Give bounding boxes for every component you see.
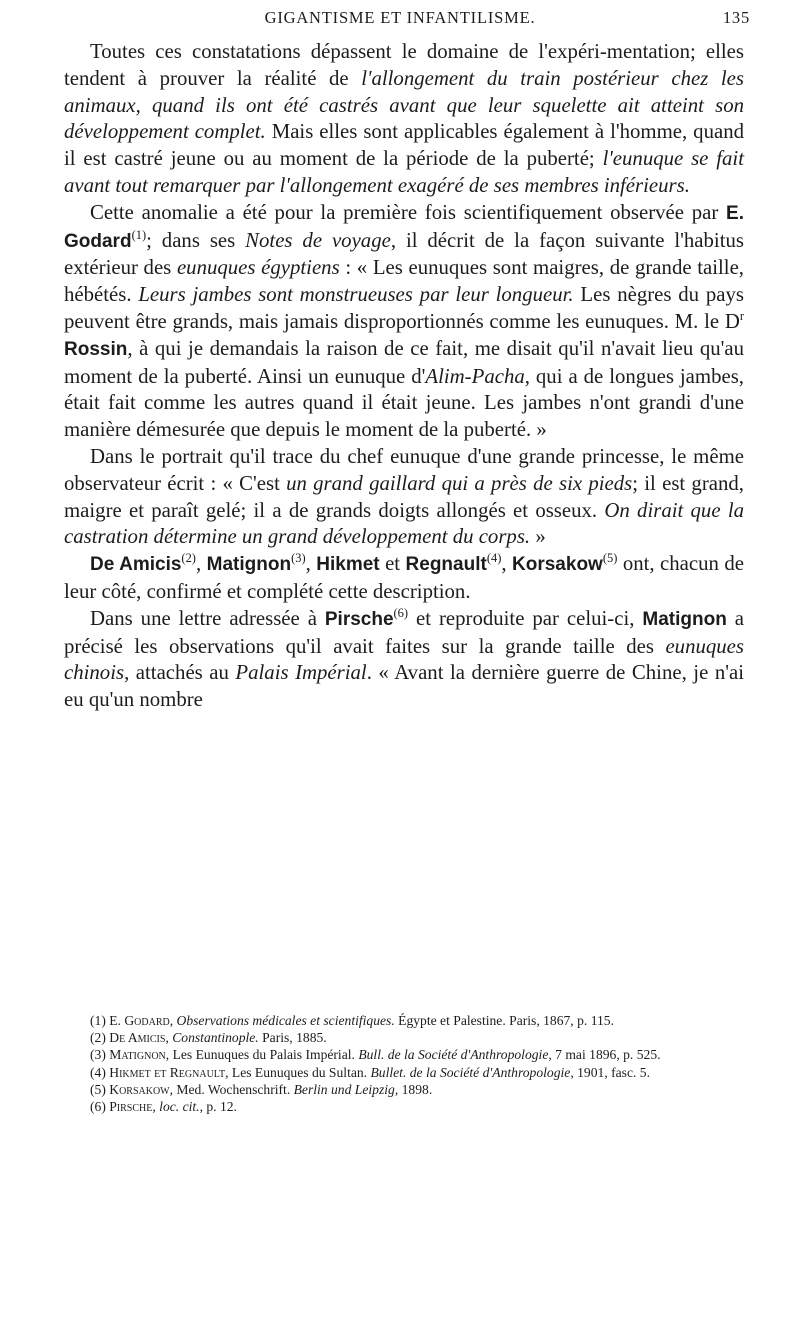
author-name: Pirsche <box>109 1099 153 1115</box>
text-run: 7 mai 1896, p. 525. <box>551 1047 661 1063</box>
text-run: , à qui je demandais la raison de ce fait, me disait qu'il n'avait lieu qu'au moment de la puberté. Ainsi un eunuque d' <box>64 336 744 388</box>
text-run: , <box>152 1099 160 1115</box>
proper-name: Matignon <box>642 608 727 630</box>
footnote <box>64 1029 744 1046</box>
paragraph <box>64 444 744 551</box>
proper-name: Hikmet <box>316 554 380 576</box>
proper-name: E. Godard <box>64 202 744 252</box>
text-run: 1901, fasc. 5. <box>573 1064 650 1080</box>
italic-run: l'allongement du train postérieur chez les animaux, quand ils ont été castrés avant que leur squelette ait atteint son développement complet. <box>64 66 744 144</box>
text-run: (5) <box>90 1081 110 1097</box>
footnote <box>64 1064 744 1081</box>
footnotes <box>64 1012 744 1115</box>
running-title: GIGANTISME ET INFANTILISME. <box>264 8 536 27</box>
text-run: Cette anomalie a été pour la première fois scientifiquement observée par <box>90 200 727 224</box>
text-run: , il décrit de la façon suivante l'habitus extérieur des <box>64 228 744 280</box>
footnote <box>64 1012 744 1029</box>
author-name: Korsakow <box>109 1081 170 1097</box>
italic-run: Leurs jambes sont monstrueuses par leur longueur. <box>138 283 574 307</box>
page-header <box>0 8 800 32</box>
proper-name: Korsakow <box>512 554 603 576</box>
text-run: , Les Eunuques du Palais Impérial. <box>165 1047 359 1063</box>
proper-name: Rossin <box>64 338 128 360</box>
text-run: Dans une lettre adressée à <box>90 606 325 630</box>
text-run: Mais elles sont applicables également à l'homme, quand il est castré jeune ou au moment de la période de la puberté; <box>64 120 745 171</box>
footnote-ref: (5) <box>602 551 618 566</box>
paragraph <box>64 606 744 714</box>
text-run: , p. 12. <box>199 1099 237 1115</box>
proper-name: Pirsche <box>324 608 394 630</box>
footnote-ref: (6) <box>393 605 409 620</box>
footnote-ref: (4) <box>486 551 502 566</box>
text-run: et reproduite par celui-ci, <box>408 606 643 630</box>
italic-run: Palais Impérial <box>235 661 367 685</box>
italic-run: On dirait que la castration détermine un grand développement du corps. <box>64 498 744 549</box>
text-run: » <box>530 525 546 549</box>
text-run: 1898. <box>398 1081 433 1097</box>
footnote <box>64 1081 744 1098</box>
footnote-ref: r <box>739 309 744 324</box>
text-run: . « Avant la dernière guerre de Chine, je n'ai eu qu'un nombre <box>64 661 744 712</box>
italic-run: Observations médicales et scientifiques. <box>176 1013 395 1028</box>
text-run: , qui a de longues jambes, était fait comme les autres quand il était jeune. Les jambes n'ont grandi d'une manière démesurée que depuis le moment de la puberté. » <box>64 364 744 442</box>
text-run: , <box>165 1030 173 1046</box>
proper-name: Regnault <box>405 554 487 576</box>
text-run: Les nègres du pays peuvent être grands, mais jamais disproportionnés comme les eunuques. M. le D <box>64 283 744 333</box>
footnote-ref: (3) <box>291 551 306 566</box>
text-run: , Med. Wochenschrift. <box>169 1081 294 1097</box>
text-run: (4) <box>90 1064 110 1080</box>
text-run: , attachés au <box>124 661 236 685</box>
italic-run: Bullet. de la Société d'Anthropologie, <box>370 1064 574 1080</box>
text-run: : « Les eunuques sont maigres, de grande taille, hébétés. <box>64 256 744 307</box>
footnote <box>64 1046 744 1063</box>
text-run: Égypte et Palestine. Paris, 1867, p. 115. <box>394 1013 614 1028</box>
italic-run: Berlin und Leipzig, <box>293 1081 399 1097</box>
italic-run: Notes de voyage <box>245 228 391 252</box>
text-run: (6) <box>90 1099 110 1115</box>
text-run: ont, chacun de leur côté, confirmé et complété cette description. <box>64 552 745 603</box>
text-run: Toutes ces constatations dépassent le domaine de l'expéri-mentation; elles tendent à prouver la réalité de <box>64 40 744 90</box>
footnote <box>64 1098 744 1115</box>
italic-run: Constantinople. <box>172 1030 259 1046</box>
text-run: (2) <box>90 1030 110 1046</box>
italic-run: l'eunuque se fait avant tout remarquer par l'allongement exagéré de ses membres inférieurs. <box>64 147 744 197</box>
paragraph <box>64 551 744 606</box>
footnote-ref: (1) <box>131 227 147 242</box>
italic-run: eunuques égyptiens <box>176 256 340 280</box>
italic-run: eunuques chinois <box>64 634 744 685</box>
body-text <box>64 39 744 714</box>
proper-name: De Amicis <box>90 554 182 576</box>
author-name: Hikmet et Regnault <box>109 1064 226 1080</box>
author-name: E. Godard <box>109 1013 170 1028</box>
text-run: , <box>305 552 317 576</box>
text-run: ; dans ses <box>146 228 246 252</box>
italic-run: Bull. de la Société d'Anthropologie, <box>358 1047 552 1063</box>
text-run: , Les Eunuques du Sultan. <box>225 1064 371 1080</box>
text-run: Paris, 1885. <box>258 1030 327 1046</box>
paragraph <box>64 200 744 444</box>
text-run: (3) <box>90 1047 110 1063</box>
text-run: Dans le portrait qu'il trace du chef eunuque d'une grande princesse, le même observateur écrit : « C'est <box>64 444 744 495</box>
italic-run: un grand gaillard qui a près de six pieds <box>286 471 633 495</box>
text-run: ; il est grand, maigre et paraît gelé; il a de grands doigts allongés et osseux. <box>64 471 744 522</box>
text-run: et <box>379 552 406 576</box>
text-run: , <box>501 552 513 576</box>
author-name: De Amicis <box>109 1030 166 1046</box>
page-number: 135 <box>722 8 750 27</box>
italic-run: Alim-Pacha <box>425 364 525 388</box>
text-run: , <box>169 1013 177 1028</box>
text-run: (1) <box>90 1013 110 1028</box>
text-run: , <box>195 552 207 576</box>
paragraph <box>64 39 744 200</box>
proper-name: Matignon <box>206 554 292 576</box>
author-name: Matignon <box>109 1047 166 1063</box>
italic-run: loc. cit. <box>159 1099 200 1115</box>
text-run: a précisé les observations qu'il avait faites sur la grande taille des <box>64 606 744 658</box>
footnote-ref: (2) <box>181 551 196 566</box>
